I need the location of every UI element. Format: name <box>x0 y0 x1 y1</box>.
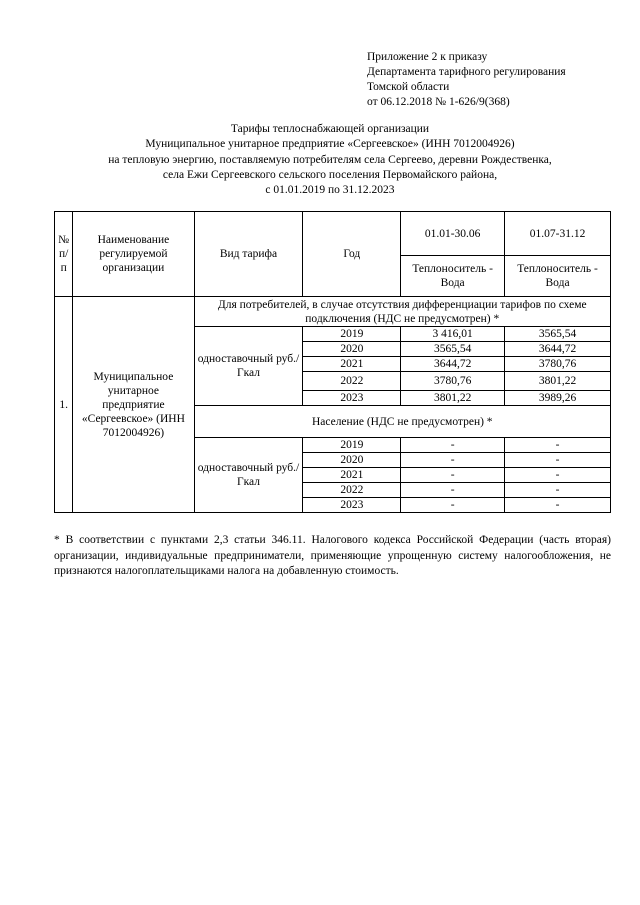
value-cell: - <box>401 498 505 513</box>
appendix-line: от 06.12.2018 № 1-626/9(368) <box>367 96 510 108</box>
value-cell: - <box>505 483 611 498</box>
year-cell: 2019 <box>303 438 401 453</box>
value-cell: - <box>401 453 505 468</box>
header-num: № п/п <box>55 212 73 297</box>
title-line: села Ежи Сергеевского сельского поселения Первомайского района, <box>162 168 498 181</box>
appendix-line: Департамента тарифного регулирования <box>367 66 566 78</box>
year-cell: 2022 <box>303 483 401 498</box>
value-cell: 3780,76 <box>401 372 505 391</box>
value-cell: 3565,54 <box>401 342 505 357</box>
organization-name: Муниципальное унитарное предприятие «Сергеевское» (ИНН 7012004926) <box>73 297 194 513</box>
appendix-line: Приложение 2 к приказу <box>367 51 488 63</box>
appendix-line: Томской области <box>367 81 450 93</box>
year-cell: 2021 <box>303 468 401 483</box>
tariff-type-cell: одноставочный руб./Гкал <box>194 438 303 513</box>
value-cell: 3780,76 <box>505 357 611 372</box>
value-cell: - <box>505 468 611 483</box>
header-org: Наименование регулируемой организации <box>73 212 194 297</box>
year-cell: 2023 <box>303 391 401 406</box>
header-tariff-type: Вид тарифа <box>194 212 303 297</box>
year-cell: 2021 <box>303 357 401 372</box>
header-period-1: 01.01-30.06 <box>401 212 505 256</box>
value-cell: 3801,22 <box>505 372 611 391</box>
value-cell: - <box>505 498 611 513</box>
value-cell: - <box>505 453 611 468</box>
section-heading: Население (НДС не предусмотрен) * <box>194 406 611 438</box>
value-cell: 3644,72 <box>505 342 611 357</box>
value-cell: - <box>401 438 505 453</box>
title-line: на тепловую энергию, поставляемую потребителям села Сергеево, деревни Рождественка, <box>108 153 552 166</box>
year-cell: 2019 <box>303 327 401 342</box>
header-year: Год <box>303 212 401 297</box>
value-cell: 3644,72 <box>401 357 505 372</box>
title-line: Тарифы теплоснабжающей организации <box>230 123 430 135</box>
appendix-block <box>367 50 566 110</box>
header-carrier-1: Теплоноситель - Вода <box>401 256 505 297</box>
header-period-2: 01.07-31.12 <box>505 212 611 256</box>
value-cell: 3 416,01 <box>401 327 505 342</box>
title-line: Муниципальное унитарное предприятие «Сергеевское» (ИНН 7012004926) <box>145 138 515 151</box>
year-cell: 2020 <box>303 342 401 357</box>
value-cell: - <box>401 483 505 498</box>
section-heading: Для потребителей, в случае отсутствия дифференциации тарифов по схеме подключения (НДС не предусмотрен) * <box>194 297 611 327</box>
value-cell: - <box>401 468 505 483</box>
value-cell: 3801,22 <box>401 391 505 406</box>
value-cell: 3565,54 <box>505 327 611 342</box>
value-cell: 3989,26 <box>505 391 611 406</box>
tariff-type-cell: одноставочный руб./Гкал <box>194 327 303 406</box>
year-cell: 2023 <box>303 498 401 513</box>
document-title <box>40 122 620 198</box>
year-cell: 2022 <box>303 372 401 391</box>
footnote: * В соответствии с пунктами 2,3 статьи 346.11. Налогового кодекса Российской Федерации (часть вторая) организации, индивидуальные предприниматели, применяющие упрощенную систему налогообложения, не признаются налогоплательщиками налога на добавленную стоимость. <box>54 534 611 577</box>
row-number: 1. <box>55 297 73 513</box>
value-cell: - <box>505 438 611 453</box>
header-carrier-2: Теплоноситель - Вода <box>505 256 611 297</box>
year-cell: 2020 <box>303 453 401 468</box>
title-line: с 01.01.2019 по 31.12.2023 <box>265 184 395 197</box>
tariff-table <box>54 211 611 513</box>
